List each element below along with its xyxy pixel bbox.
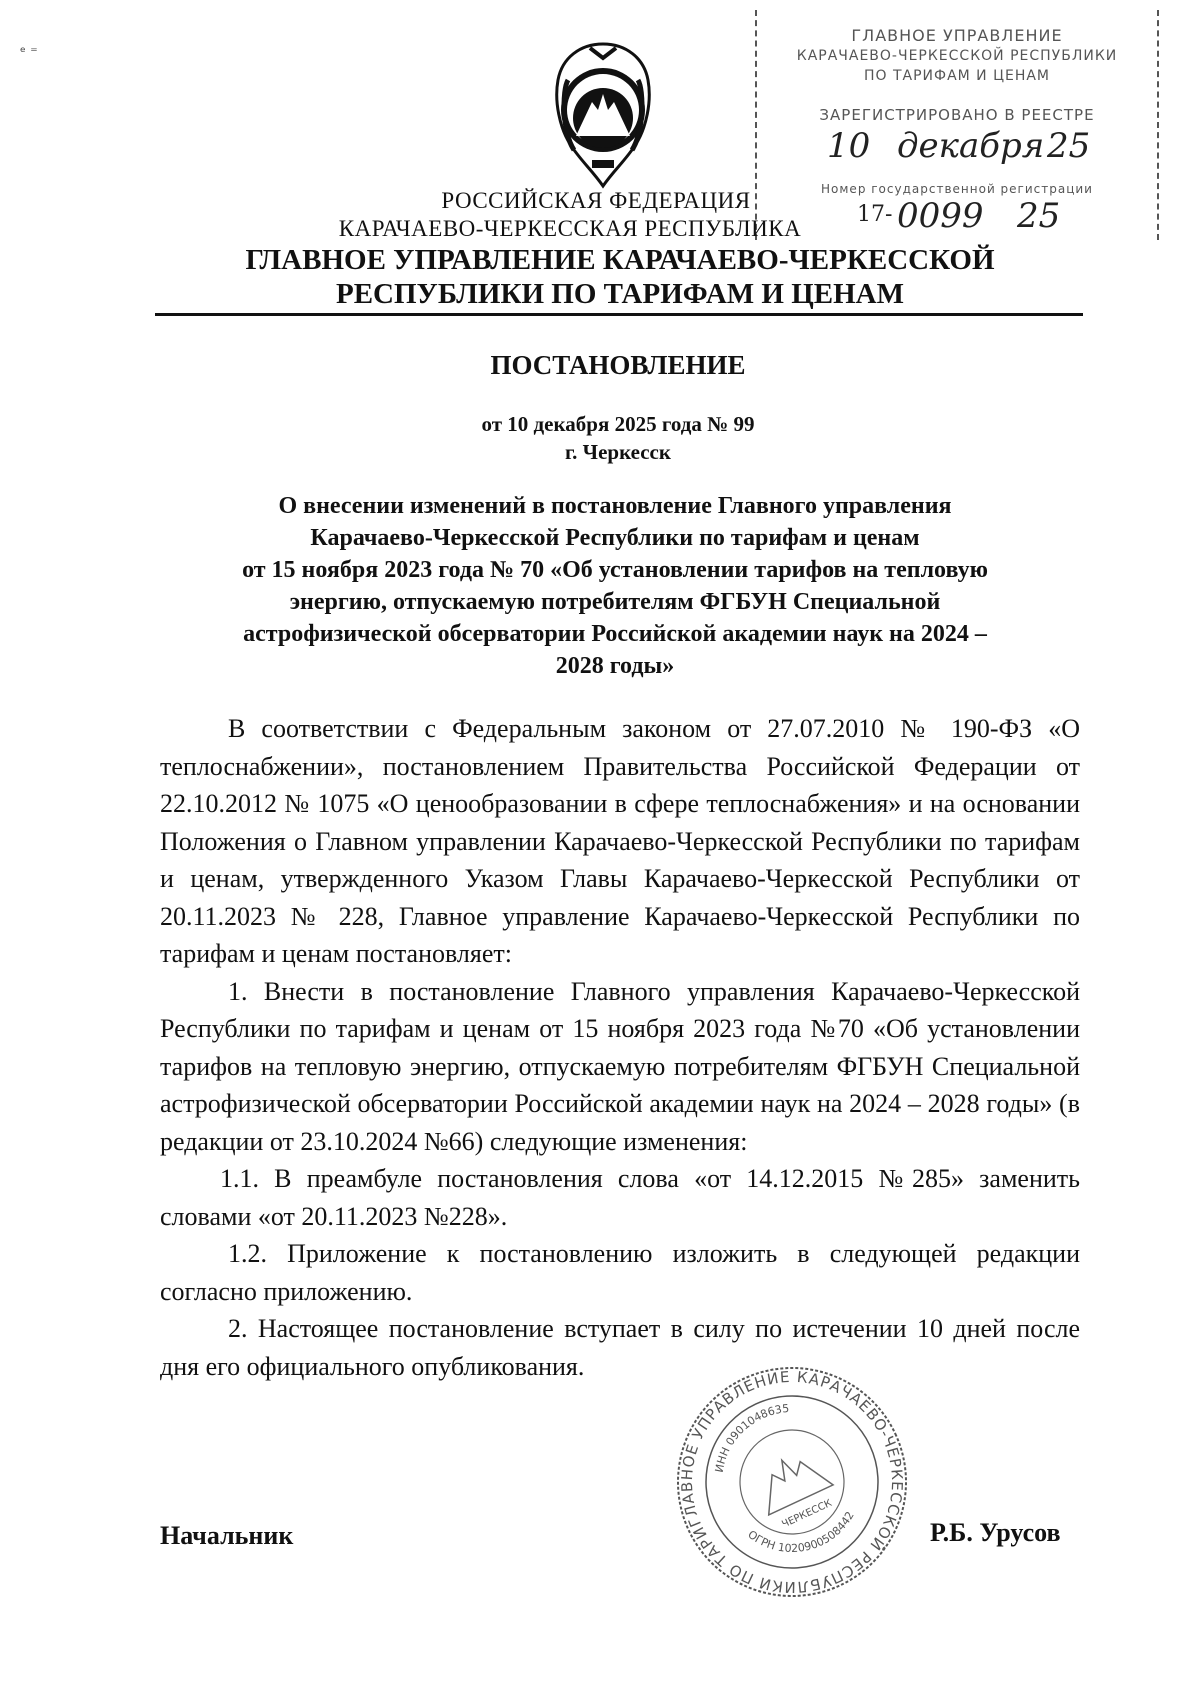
header-agency-line2: РЕСПУБЛИКИ ПО ТАРИФАМ И ЦЕНАМ: [336, 278, 904, 310]
coat-of-arms-icon: [540, 40, 666, 190]
title-line: Карачаево-Черкесской Республики по тарифам и ценам: [310, 525, 920, 551]
body-paragraph-preamble: В соответствии с Федеральным законом от 27.07.2010 № 190-ФЗ «О теплоснабжении», постановлением Правительства Российской Федерации от 22.10.2012 № 1075 «О ценообразовании в сфере теплоснабжения» и на основании Положения о Главном управлении Карачаево-Черкесской Республики по тарифам и ценам, утвержденного Указом Главы Карачаево-Черкесской Республики от 20.11.2023 № 228, Главное управление Карачаево-Черкесской Республики по тарифам и ценам постановляет:: [160, 714, 1080, 968]
seal-outer-text: ГЛАВНОЕ УПРАВЛЕНИЕ КАРАЧАЕВО-ЧЕРКЕССКОЙ РЕСПУБЛИКИ ПО ТАРИФАМ: [677, 1367, 907, 1597]
signature-name: Р.Б. Урусов: [930, 1518, 1061, 1547]
reg-stamp-line5: Номер государственной регистрации: [821, 182, 1093, 196]
reg-stamp-line4: ЗАРЕГИСТРИРОВАНО В РЕЕСТРЕ: [819, 106, 1095, 124]
document-title: [150, 490, 1080, 682]
svg-text:ГЛАВНОЕ УПРАВЛЕНИЕ КАРАЧАЕВО-Ч: [672, 1362, 912, 1602]
title-line: 2028 годы»: [555, 653, 675, 679]
doc-city: г. Черкесск: [565, 440, 671, 464]
title-line: О внесении изменений в постановление Главного управления: [278, 493, 952, 519]
reg-stamp-line1: ГЛАВНОЕ УПРАВЛЕНИЕ: [851, 26, 1063, 45]
reg-date-month: декабря: [897, 126, 1045, 166]
reg-stamp-line3: ПО ТАРИФАМ И ЦЕНАМ: [863, 68, 1051, 84]
doc-type: ПОСТАНОВЛЕНИЕ: [490, 350, 746, 380]
document-body: [160, 710, 1080, 1385]
reg-date-year: 25: [1047, 126, 1091, 166]
header-republic: КАРАЧАЕВО-ЧЕРКЕССКАЯ РЕСПУБЛИКА: [338, 216, 802, 241]
header-divider: [155, 313, 1083, 316]
reg-date-day: 10: [827, 126, 871, 166]
header-country: РОССИЙСКАЯ ФЕДЕРАЦИЯ: [441, 188, 751, 213]
title-line: астрофизической обсерватории Российской академии наук на 2024 –: [243, 621, 987, 647]
signature-position: Начальник: [160, 1521, 294, 1550]
scan-corner-marks: ₑ ₌: [20, 40, 38, 56]
body-paragraph-item-1-2: 1.2. Приложение к постановлению изложить в следующей редакции согласно приложению.: [160, 1239, 1080, 1306]
reg-prefix: 17-: [857, 202, 893, 227]
doc-date: от 10 декабря 2025 года № 99: [481, 412, 755, 436]
body-paragraph-item-1-1: 1.1. В преамбуле постановления слова «от 14.12.2015 №285» заменить словами «от 20.11.2023 №228».: [160, 1164, 1080, 1231]
title-line: энергию, отпускаемую потребителям ФГБУН Специальной: [289, 589, 941, 615]
header-agency-line1: ГЛАВНОЕ УПРАВЛЕНИЕ КАРАЧАЕВО-ЧЕРКЕССКОЙ: [245, 244, 995, 276]
official-seal-icon: [672, 1362, 912, 1602]
reg-stamp-line2: КАРАЧАЕВО-ЧЕРКЕССКОЙ РЕСПУБЛИКИ: [796, 48, 1118, 64]
seal-ogrn-text: ОГРН 1020900508442: [745, 1509, 857, 1556]
reg-number: 0099: [897, 196, 984, 236]
body-paragraph-item-1: 1. Внести в постановление Главного управления Карачаево-Черкесской Республики по тарифам и ценам от 15 ноября 2023 года №70 «Об установлении тарифов на тепловую энергию, отпускаемую потребителям ФГБУН Специальной астрофизической обсерватории Российской академии наук на 2024 – 2028 годы» (в редакции от 23.10.2024 №66) следующие изменения:: [160, 976, 1080, 1156]
reg-year: 25: [1017, 196, 1061, 236]
title-line: от 15 ноября 2023 года № 70 «Об установлении тарифов на тепловую: [242, 557, 988, 583]
body-paragraph-item-2: 2. Настоящее постановление вступает в силу по истечении 10 дней после дня его официального опубликования.: [160, 1314, 1080, 1381]
seal-city-text: ЧЕРКЕССК: [780, 1497, 834, 1531]
seal-inn-text: ИНН 0901048635: [712, 1401, 790, 1474]
